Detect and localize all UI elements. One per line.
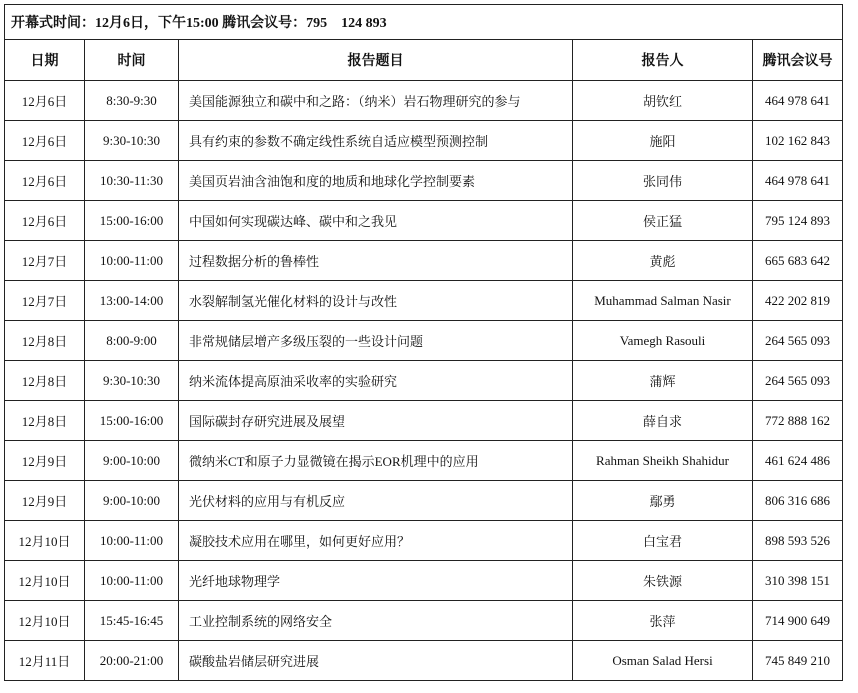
cell-speaker: Osman Salad Hersi xyxy=(573,641,753,681)
cell-topic: 工业控制系统的网络安全 xyxy=(179,601,573,641)
cell-time: 15:45-16:45 xyxy=(85,601,179,641)
cell-speaker: 蒲辉 xyxy=(573,361,753,401)
cell-topic: 中国如何实现碳达峰、碳中和之我见 xyxy=(179,201,573,241)
table-row xyxy=(5,441,843,481)
cell-topic: 纳米流体提高原油采收率的实验研究 xyxy=(179,361,573,401)
header-speaker: 报告人 xyxy=(573,40,753,81)
schedule-document xyxy=(4,4,842,681)
cell-date: 12月6日 xyxy=(5,121,85,161)
cell-date: 12月9日 xyxy=(5,481,85,521)
cell-speaker: 张同伟 xyxy=(573,161,753,201)
table-row xyxy=(5,241,843,281)
cell-topic: 凝胶技术应用在哪里，如何更好应用？ xyxy=(179,521,573,561)
cell-time: 15:00-16:00 xyxy=(85,401,179,441)
cell-date: 12月7日 xyxy=(5,281,85,321)
table-row xyxy=(5,561,843,601)
cell-speaker: 黄彪 xyxy=(573,241,753,281)
table-row xyxy=(5,201,843,241)
table-row xyxy=(5,281,843,321)
cell-meeting-id: 806 316 686 xyxy=(753,481,843,521)
cell-topic: 美国能源独立和碳中和之路：（纳米）岩石物理研究的参与 xyxy=(179,81,573,121)
cell-topic: 过程数据分析的鲁棒性 xyxy=(179,241,573,281)
schedule-table xyxy=(4,4,843,681)
cell-speaker: 朱铁源 xyxy=(573,561,753,601)
cell-topic: 具有约束的参数不确定线性系统自适应模型预测控制 xyxy=(179,121,573,161)
cell-time: 9:30-10:30 xyxy=(85,361,179,401)
cell-topic: 非常规储层增产多级压裂的一些设计问题 xyxy=(179,321,573,361)
cell-meeting-id: 310 398 151 xyxy=(753,561,843,601)
table-row xyxy=(5,401,843,441)
cell-time: 10:00-11:00 xyxy=(85,521,179,561)
cell-time: 13:00-14:00 xyxy=(85,281,179,321)
cell-speaker: Muhammad Salman Nasir xyxy=(573,281,753,321)
table-row xyxy=(5,161,843,201)
cell-speaker: 白宝君 xyxy=(573,521,753,561)
cell-date: 12月8日 xyxy=(5,361,85,401)
cell-speaker: Vamegh Rasouli xyxy=(573,321,753,361)
cell-date: 12月6日 xyxy=(5,161,85,201)
header-topic: 报告题目 xyxy=(179,40,573,81)
cell-date: 12月9日 xyxy=(5,441,85,481)
schedule-body xyxy=(5,81,843,681)
cell-time: 15:00-16:00 xyxy=(85,201,179,241)
cell-topic: 光伏材料的应用与有机反应 xyxy=(179,481,573,521)
cell-meeting-id: 464 978 641 xyxy=(753,161,843,201)
cell-speaker: 侯正猛 xyxy=(573,201,753,241)
cell-time: 10:00-11:00 xyxy=(85,241,179,281)
cell-meeting-id: 464 978 641 xyxy=(753,81,843,121)
cell-time: 20:00-21:00 xyxy=(85,641,179,681)
cell-topic: 碳酸盐岩储层研究进展 xyxy=(179,641,573,681)
cell-speaker: 施阳 xyxy=(573,121,753,161)
table-row xyxy=(5,641,843,681)
cell-meeting-id: 264 565 093 xyxy=(753,361,843,401)
cell-time: 9:00-10:00 xyxy=(85,441,179,481)
cell-topic: 光纤地球物理学 xyxy=(179,561,573,601)
cell-time: 9:00-10:00 xyxy=(85,481,179,521)
opening-ceremony-info: 开幕式时间：12月6日，下午15:00 腾讯会议号：795 124 893 xyxy=(5,5,843,40)
table-row xyxy=(5,361,843,401)
cell-date: 12月6日 xyxy=(5,81,85,121)
table-row xyxy=(5,121,843,161)
cell-date: 12月8日 xyxy=(5,321,85,361)
cell-date: 12月10日 xyxy=(5,521,85,561)
cell-meeting-id: 665 683 642 xyxy=(753,241,843,281)
cell-date: 12月7日 xyxy=(5,241,85,281)
table-row xyxy=(5,81,843,121)
cell-meeting-id: 745 849 210 xyxy=(753,641,843,681)
table-row xyxy=(5,481,843,521)
cell-meeting-id: 264 565 093 xyxy=(753,321,843,361)
cell-topic: 微纳米CT和原子力显微镜在揭示EOR机理中的应用 xyxy=(179,441,573,481)
cell-date: 12月8日 xyxy=(5,401,85,441)
header-meeting-id: 腾讯会议号 xyxy=(753,40,843,81)
cell-date: 12月6日 xyxy=(5,201,85,241)
cell-meeting-id: 772 888 162 xyxy=(753,401,843,441)
cell-meeting-id: 461 624 486 xyxy=(753,441,843,481)
cell-speaker: Rahman Sheikh Shahidur xyxy=(573,441,753,481)
table-row xyxy=(5,521,843,561)
cell-speaker: 张萍 xyxy=(573,601,753,641)
cell-speaker: 胡钦红 xyxy=(573,81,753,121)
banner-row xyxy=(5,5,843,40)
cell-meeting-id: 795 124 893 xyxy=(753,201,843,241)
cell-date: 12月11日 xyxy=(5,641,85,681)
cell-topic: 国际碳封存研究进展及展望 xyxy=(179,401,573,441)
cell-speaker: 薛自求 xyxy=(573,401,753,441)
cell-speaker: 鄢勇 xyxy=(573,481,753,521)
cell-time: 10:30-11:30 xyxy=(85,161,179,201)
cell-time: 9:30-10:30 xyxy=(85,121,179,161)
cell-topic: 美国页岩油含油饱和度的地质和地球化学控制要素 xyxy=(179,161,573,201)
table-row xyxy=(5,601,843,641)
cell-time: 8:30-9:30 xyxy=(85,81,179,121)
table-row xyxy=(5,321,843,361)
cell-topic: 水裂解制氢光催化材料的设计与改性 xyxy=(179,281,573,321)
cell-date: 12月10日 xyxy=(5,601,85,641)
cell-time: 8:00-9:00 xyxy=(85,321,179,361)
cell-meeting-id: 102 162 843 xyxy=(753,121,843,161)
header-row xyxy=(5,40,843,81)
cell-meeting-id: 422 202 819 xyxy=(753,281,843,321)
cell-meeting-id: 714 900 649 xyxy=(753,601,843,641)
cell-date: 12月10日 xyxy=(5,561,85,601)
cell-time: 10:00-11:00 xyxy=(85,561,179,601)
header-date: 日期 xyxy=(5,40,85,81)
cell-meeting-id: 898 593 526 xyxy=(753,521,843,561)
header-time: 时间 xyxy=(85,40,179,81)
